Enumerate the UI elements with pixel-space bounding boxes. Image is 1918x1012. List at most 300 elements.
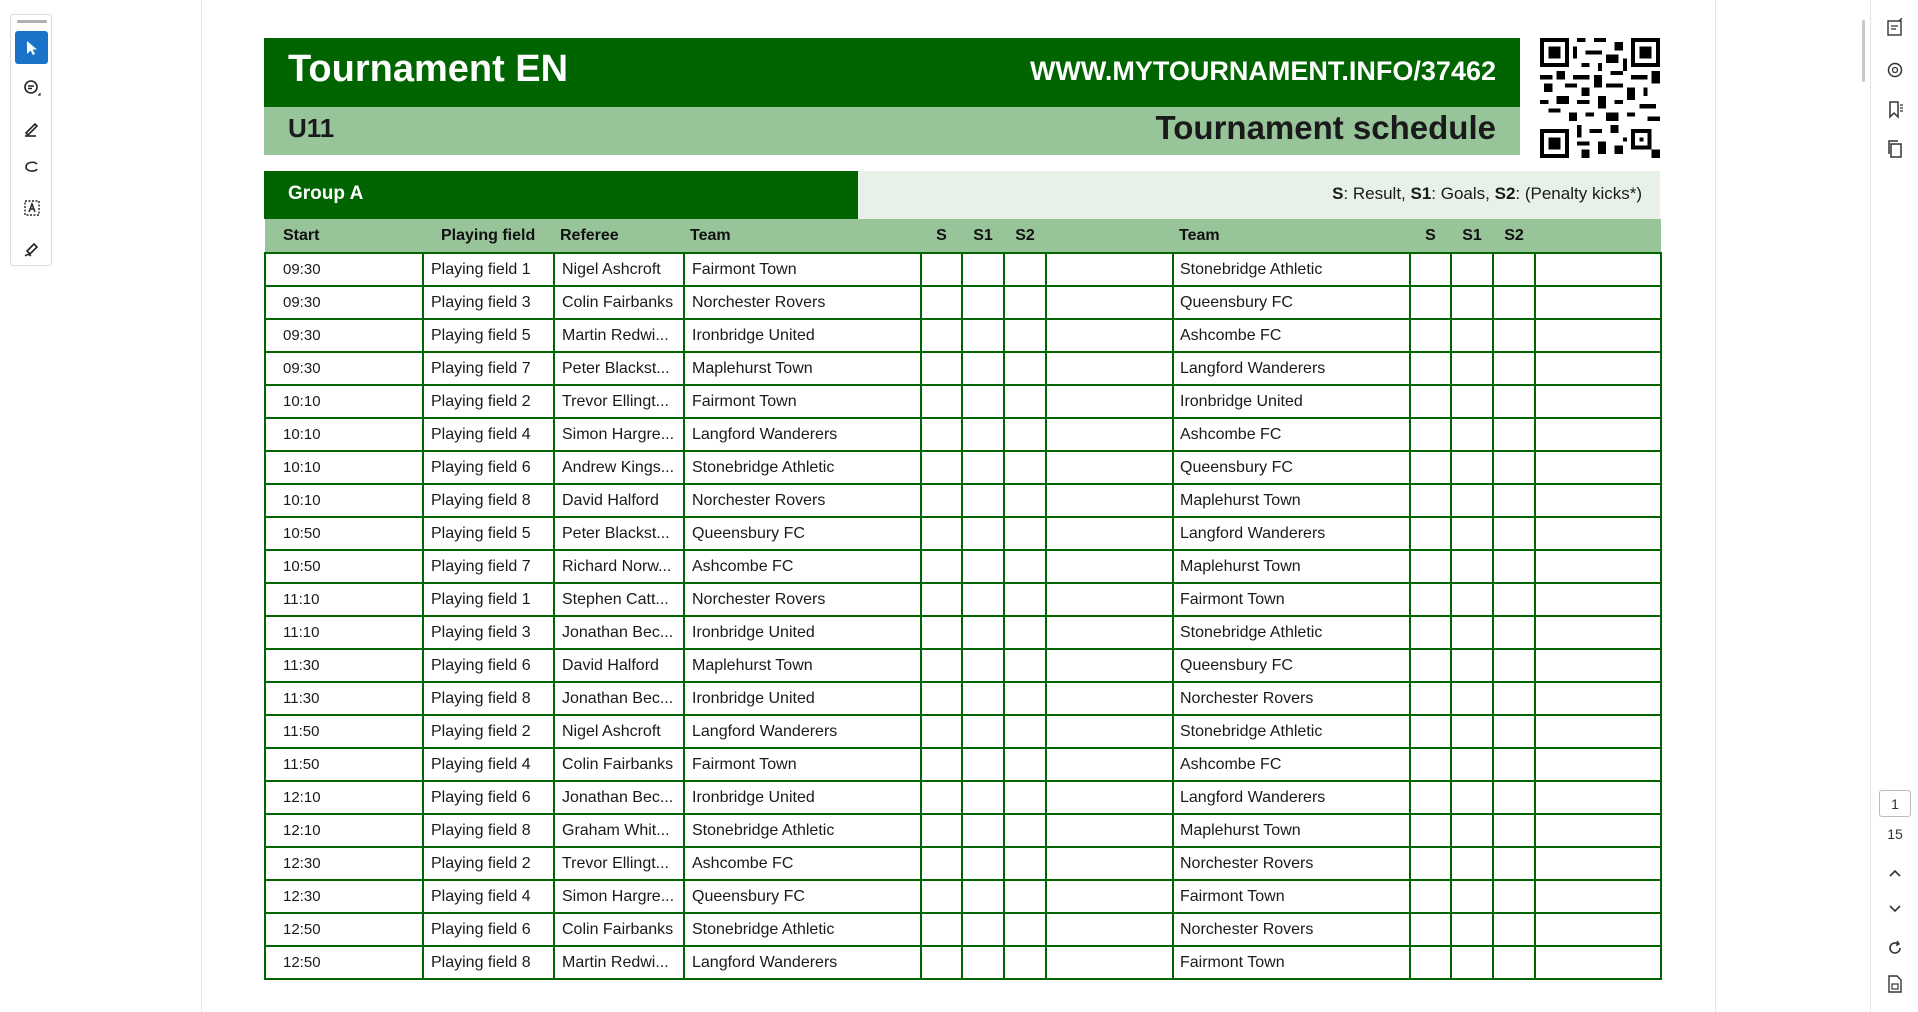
team1-cell: Langford Wanderers [684, 946, 921, 979]
s-cell [1410, 649, 1451, 682]
s-cell [921, 352, 962, 385]
s1-cell [1451, 286, 1493, 319]
team2-cell: Langford Wanderers [1173, 517, 1410, 550]
start-cell: 10:10 [265, 418, 423, 451]
col-start: Start [265, 219, 423, 253]
col-spacer [1046, 219, 1173, 253]
spacer-cell [1046, 286, 1173, 319]
end-cell [1535, 715, 1661, 748]
s-cell [1410, 814, 1451, 847]
s2-cell [1004, 814, 1046, 847]
end-cell [1535, 781, 1661, 814]
team1-cell: Ashcombe FC [684, 847, 921, 880]
field-cell: Playing field 3 [423, 616, 554, 649]
s-cell [1410, 781, 1451, 814]
s1-cell [962, 616, 1004, 649]
col-field: Playing field [423, 219, 554, 253]
col-team1: Team [684, 219, 921, 253]
end-cell [1535, 946, 1661, 979]
table-header-row [265, 219, 1661, 253]
start-cell: 10:50 [265, 517, 423, 550]
schedule-table [264, 219, 1662, 980]
s1-cell [962, 319, 1004, 352]
s-cell [921, 682, 962, 715]
s2-cell [1493, 649, 1535, 682]
annotation-toolbar [10, 14, 52, 266]
team2-cell: Maplehurst Town [1173, 484, 1410, 517]
bookmarks-panel-button[interactable] [1883, 98, 1907, 122]
field-cell: Playing field 1 [423, 253, 554, 286]
spacer-cell [1046, 682, 1173, 715]
page-gutter-right [1715, 0, 1716, 1012]
start-cell: 10:10 [265, 484, 423, 517]
team1-cell: Fairmont Town [684, 385, 921, 418]
s2-cell [1493, 583, 1535, 616]
freehand-icon [22, 158, 42, 178]
s2-cell [1004, 385, 1046, 418]
vertical-scrollbar[interactable] [1862, 20, 1865, 82]
s-cell [921, 484, 962, 517]
field-cell: Playing field 6 [423, 649, 554, 682]
sign-tool-button[interactable] [15, 231, 48, 264]
refresh-button[interactable] [1883, 936, 1907, 960]
page-number-input[interactable]: 1 [1879, 790, 1911, 817]
team1-cell: Stonebridge Athletic [684, 814, 921, 847]
table-row [265, 781, 1661, 814]
referee-cell: Stephen Catt... [554, 583, 684, 616]
toolbar-grip[interactable] [17, 20, 47, 23]
s1-cell [1451, 715, 1493, 748]
s1-cell [1451, 253, 1493, 286]
comments-icon [1885, 60, 1905, 80]
referee-cell: Simon Hargre... [554, 418, 684, 451]
s2-cell [1004, 451, 1046, 484]
end-cell [1535, 418, 1661, 451]
col-s1-1: S1 [962, 219, 1004, 253]
s1-cell [1451, 913, 1493, 946]
cursor-arrow-icon [23, 39, 41, 57]
s2-cell [1493, 286, 1535, 319]
team2-cell: Ashcombe FC [1173, 748, 1410, 781]
spacer-cell [1046, 814, 1173, 847]
team1-cell: Maplehurst Town [684, 649, 921, 682]
team2-cell: Langford Wanderers [1173, 352, 1410, 385]
col-s2-1: S2 [1004, 219, 1046, 253]
table-row [265, 748, 1661, 781]
table-row [265, 385, 1661, 418]
bookmark-icon [1885, 100, 1905, 120]
end-cell [1535, 880, 1661, 913]
score-legend [858, 171, 1660, 219]
end-cell [1535, 814, 1661, 847]
s2-cell [1493, 253, 1535, 286]
legend-s1-text: : Goals, [1431, 184, 1495, 203]
col-s-2: S [1410, 219, 1451, 253]
referee-cell: Jonathan Bec... [554, 682, 684, 715]
field-cell: Playing field 7 [423, 352, 554, 385]
team2-cell: Norchester Rovers [1173, 913, 1410, 946]
team1-cell: Norchester Rovers [684, 484, 921, 517]
end-cell [1535, 451, 1661, 484]
s2-cell [1493, 517, 1535, 550]
end-cell [1535, 484, 1661, 517]
right-sidebar [1870, 0, 1918, 1012]
referee-cell: Peter Blackst... [554, 352, 684, 385]
s-cell [921, 583, 962, 616]
spacer-cell [1046, 451, 1173, 484]
field-cell: Playing field 2 [423, 847, 554, 880]
s2-cell [1004, 682, 1046, 715]
spacer-cell [1046, 352, 1173, 385]
team2-cell: Norchester Rovers [1173, 682, 1410, 715]
referee-cell: Colin Fairbanks [554, 913, 684, 946]
team1-cell: Norchester Rovers [684, 286, 921, 319]
s2-cell [1004, 781, 1046, 814]
s2-cell [1493, 418, 1535, 451]
team1-cell: Stonebridge Athletic [684, 451, 921, 484]
team1-cell: Norchester Rovers [684, 583, 921, 616]
s2-cell [1004, 748, 1046, 781]
s2-cell [1004, 583, 1046, 616]
team1-cell: Ironbridge United [684, 319, 921, 352]
spacer-cell [1046, 484, 1173, 517]
table-row [265, 550, 1661, 583]
team2-cell: Stonebridge Athletic [1173, 616, 1410, 649]
spacer-cell [1046, 649, 1173, 682]
s2-cell [1493, 352, 1535, 385]
start-cell: 11:10 [265, 583, 423, 616]
spacer-cell [1046, 550, 1173, 583]
end-cell [1535, 847, 1661, 880]
field-cell: Playing field 4 [423, 418, 554, 451]
signature-pen-icon [22, 238, 42, 258]
team1-cell: Fairmont Town [684, 748, 921, 781]
s-cell [1410, 484, 1451, 517]
referee-cell: Richard Norw... [554, 550, 684, 583]
team2-cell: Norchester Rovers [1173, 847, 1410, 880]
spacer-cell [1046, 847, 1173, 880]
s2-cell [1004, 286, 1046, 319]
referee-cell: Andrew Kings... [554, 451, 684, 484]
start-cell: 12:10 [265, 781, 423, 814]
s1-cell [1451, 748, 1493, 781]
s2-cell [1004, 517, 1046, 550]
s2-cell [1493, 319, 1535, 352]
s1-cell [1451, 517, 1493, 550]
team1-cell: Stonebridge Athletic [684, 913, 921, 946]
end-cell [1535, 913, 1661, 946]
s2-cell [1004, 484, 1046, 517]
start-cell: 11:50 [265, 715, 423, 748]
edit-document-button[interactable] [1883, 16, 1907, 40]
s1-cell [962, 286, 1004, 319]
s-cell [1410, 715, 1451, 748]
team1-cell: Ironbridge United [684, 616, 921, 649]
s1-cell [962, 484, 1004, 517]
s-cell [921, 451, 962, 484]
end-cell [1535, 253, 1661, 286]
s1-cell [1451, 352, 1493, 385]
s1-cell [962, 880, 1004, 913]
s-cell [921, 286, 962, 319]
end-cell [1535, 748, 1661, 781]
s1-cell [1451, 880, 1493, 913]
referee-cell: Jonathan Bec... [554, 616, 684, 649]
team1-cell: Ashcombe FC [684, 550, 921, 583]
start-cell: 09:30 [265, 253, 423, 286]
s-cell [921, 649, 962, 682]
start-cell: 11:50 [265, 748, 423, 781]
start-cell: 12:10 [265, 814, 423, 847]
start-cell: 11:10 [265, 616, 423, 649]
s1-cell [962, 352, 1004, 385]
legend-s-key: S [1332, 184, 1344, 203]
referee-cell: David Halford [554, 484, 684, 517]
referee-cell: Trevor Ellingt... [554, 385, 684, 418]
s1-cell [962, 550, 1004, 583]
s-cell [921, 517, 962, 550]
field-cell: Playing field 4 [423, 748, 554, 781]
referee-cell: Colin Fairbanks [554, 286, 684, 319]
s-cell [921, 253, 962, 286]
s1-cell [962, 682, 1004, 715]
s1-cell [1451, 847, 1493, 880]
header-banner [264, 38, 1520, 107]
referee-cell: Nigel Ashcroft [554, 253, 684, 286]
start-cell: 12:50 [265, 946, 423, 979]
chevron-down-icon [1887, 900, 1903, 916]
table-row [265, 451, 1661, 484]
schedule-body [265, 253, 1661, 979]
s1-cell [962, 385, 1004, 418]
s2-cell [1004, 946, 1046, 979]
s-cell [1410, 385, 1451, 418]
text-box-tool-button[interactable] [15, 191, 48, 224]
spacer-cell [1046, 946, 1173, 979]
tournament-url[interactable]: WWW.MYTOURNAMENT.INFO/37462 [1029, 56, 1496, 86]
table-row [265, 616, 1661, 649]
team2-cell: Stonebridge Athletic [1173, 715, 1410, 748]
s-cell [921, 715, 962, 748]
s-cell [1410, 913, 1451, 946]
s-cell [1410, 253, 1451, 286]
referee-cell: Peter Blackst... [554, 517, 684, 550]
s1-cell [1451, 418, 1493, 451]
field-cell: Playing field 6 [423, 781, 554, 814]
s-cell [921, 319, 962, 352]
team1-cell: Fairmont Town [684, 253, 921, 286]
start-cell: 10:50 [265, 550, 423, 583]
chevron-up-icon [1887, 866, 1903, 882]
field-cell: Playing field 5 [423, 319, 554, 352]
start-cell: 12:50 [265, 913, 423, 946]
s1-cell [1451, 781, 1493, 814]
end-cell [1535, 649, 1661, 682]
s-cell [921, 781, 962, 814]
select-tool-button[interactable] [15, 31, 48, 64]
s1-cell [962, 781, 1004, 814]
referee-cell: Martin Redwi... [554, 946, 684, 979]
s1-cell [1451, 583, 1493, 616]
team1-cell: Ironbridge United [684, 781, 921, 814]
spacer-cell [1046, 517, 1173, 550]
s2-cell [1493, 550, 1535, 583]
s-cell [921, 880, 962, 913]
field-cell: Playing field 8 [423, 814, 554, 847]
qr-code-icon [1540, 38, 1660, 158]
s1-cell [1451, 550, 1493, 583]
s1-cell [962, 913, 1004, 946]
col-s1-2: S1 [1451, 219, 1493, 253]
field-cell: Playing field 8 [423, 682, 554, 715]
draw-tool-button[interactable] [15, 151, 48, 184]
team2-cell: Ashcombe FC [1173, 319, 1410, 352]
s1-cell [1451, 484, 1493, 517]
end-cell [1535, 352, 1661, 385]
s1-cell [1451, 616, 1493, 649]
team1-cell: Maplehurst Town [684, 352, 921, 385]
s-cell [1410, 583, 1451, 616]
schedule-subtitle: Tournament schedule [1155, 109, 1496, 146]
s-cell [1410, 319, 1451, 352]
team1-cell: Langford Wanderers [684, 715, 921, 748]
next-page-button[interactable] [1883, 896, 1907, 920]
s2-cell [1004, 649, 1046, 682]
s2-cell [1493, 847, 1535, 880]
s1-cell [962, 847, 1004, 880]
page-total: 15 [1887, 826, 1903, 842]
s1-cell [962, 946, 1004, 979]
end-cell [1535, 583, 1661, 616]
s-cell [921, 616, 962, 649]
spacer-cell [1046, 781, 1173, 814]
s-cell [921, 814, 962, 847]
end-cell [1535, 682, 1661, 715]
team2-cell: Fairmont Town [1173, 946, 1410, 979]
table-row [265, 715, 1661, 748]
s-cell [921, 847, 962, 880]
s1-cell [1451, 319, 1493, 352]
s2-cell [1493, 946, 1535, 979]
end-cell [1535, 319, 1661, 352]
spacer-cell [1046, 418, 1173, 451]
end-cell [1535, 616, 1661, 649]
start-cell: 10:10 [265, 385, 423, 418]
table-row [265, 847, 1661, 880]
col-team2: Team [1173, 219, 1410, 253]
s-cell [921, 418, 962, 451]
referee-cell: Graham Whit... [554, 814, 684, 847]
spacer-cell [1046, 385, 1173, 418]
s-cell [1410, 550, 1451, 583]
comment-tool-button[interactable] [15, 71, 48, 104]
s2-cell [1004, 418, 1046, 451]
spacer-cell [1046, 616, 1173, 649]
team2-cell: Fairmont Town [1173, 880, 1410, 913]
s2-cell [1493, 748, 1535, 781]
table-row [265, 682, 1661, 715]
field-cell: Playing field 4 [423, 880, 554, 913]
table-row [265, 913, 1661, 946]
spacer-cell [1046, 253, 1173, 286]
s-cell [1410, 847, 1451, 880]
team2-cell: Maplehurst Town [1173, 550, 1410, 583]
refresh-icon [1885, 938, 1905, 958]
team2-cell: Ashcombe FC [1173, 418, 1410, 451]
s2-cell [1493, 781, 1535, 814]
s2-cell [1493, 484, 1535, 517]
s1-cell [962, 253, 1004, 286]
s-cell [921, 748, 962, 781]
field-cell: Playing field 8 [423, 946, 554, 979]
text-box-icon [22, 198, 42, 218]
s-cell [921, 946, 962, 979]
s2-cell [1493, 451, 1535, 484]
start-cell: 09:30 [265, 319, 423, 352]
referee-cell: David Halford [554, 649, 684, 682]
team2-cell: Ironbridge United [1173, 385, 1410, 418]
end-cell [1535, 385, 1661, 418]
team2-cell: Maplehurst Town [1173, 814, 1410, 847]
s-cell [921, 913, 962, 946]
previous-page-button[interactable] [1883, 862, 1907, 886]
table-row [265, 517, 1661, 550]
table-row [265, 946, 1661, 979]
s2-cell [1004, 352, 1046, 385]
document-properties-button[interactable] [1883, 972, 1907, 996]
s2-cell [1493, 385, 1535, 418]
field-cell: Playing field 6 [423, 913, 554, 946]
legend-s-text: : Result, [1343, 184, 1411, 203]
s-cell [1410, 286, 1451, 319]
table-row [265, 253, 1661, 286]
table-row [265, 286, 1661, 319]
comments-panel-button[interactable] [1883, 58, 1907, 82]
spacer-cell [1046, 583, 1173, 616]
referee-cell: Nigel Ashcroft [554, 715, 684, 748]
spacer-cell [1046, 913, 1173, 946]
s1-cell [1451, 946, 1493, 979]
s1-cell [1451, 385, 1493, 418]
team1-cell: Langford Wanderers [684, 418, 921, 451]
s1-cell [962, 418, 1004, 451]
start-cell: 12:30 [265, 880, 423, 913]
table-row [265, 319, 1661, 352]
s2-cell [1004, 616, 1046, 649]
team1-cell: Ironbridge United [684, 682, 921, 715]
pages-panel-button[interactable] [1883, 137, 1907, 161]
s-cell [921, 550, 962, 583]
s-cell [1410, 517, 1451, 550]
s1-cell [1451, 682, 1493, 715]
header-subbanner [264, 107, 1520, 155]
s-cell [1410, 418, 1451, 451]
spacer-cell [1046, 748, 1173, 781]
start-cell: 11:30 [265, 649, 423, 682]
highlight-tool-button[interactable] [15, 111, 48, 144]
referee-cell: Jonathan Bec... [554, 781, 684, 814]
table-row [265, 814, 1661, 847]
s-cell [1410, 880, 1451, 913]
s-cell [1410, 616, 1451, 649]
s1-cell [962, 583, 1004, 616]
s-cell [1410, 748, 1451, 781]
s2-cell [1493, 913, 1535, 946]
field-cell: Playing field 3 [423, 286, 554, 319]
s1-cell [962, 517, 1004, 550]
spacer-cell [1046, 715, 1173, 748]
referee-cell: Colin Fairbanks [554, 748, 684, 781]
